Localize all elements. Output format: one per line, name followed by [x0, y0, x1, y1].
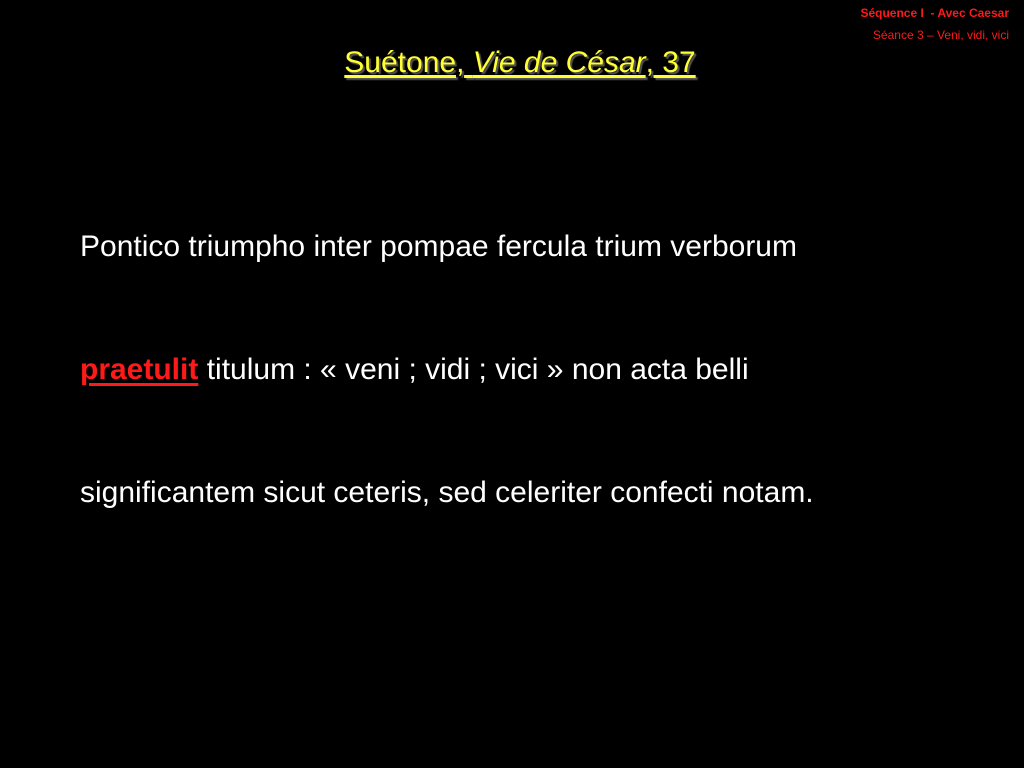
title-author: Suétone, — [344, 46, 465, 79]
passage-line-2 — [80, 308, 814, 431]
title-reference: , 37 — [645, 46, 696, 79]
latin-passage — [80, 185, 814, 554]
slide-title — [0, 46, 1024, 80]
passage-line-1: Pontico triumpho inter pompae fercula trium verborum — [80, 230, 797, 263]
slide-header — [860, 6, 1009, 43]
passage-line-2-rest: titulum : « veni ; vidi ; vici » non acta belli — [198, 353, 749, 386]
highlighted-word: praetulit — [80, 353, 199, 386]
passage-line-3: significantem sicut ceteris, sed celeriter confecti notam. — [80, 476, 814, 509]
seance-label: Séance 3 – Veni, vidi, vici — [872, 28, 1009, 43]
title-work: Vie de César — [472, 46, 646, 79]
sequence-label: Séquence I - Avec Caesar — [860, 6, 1009, 20]
